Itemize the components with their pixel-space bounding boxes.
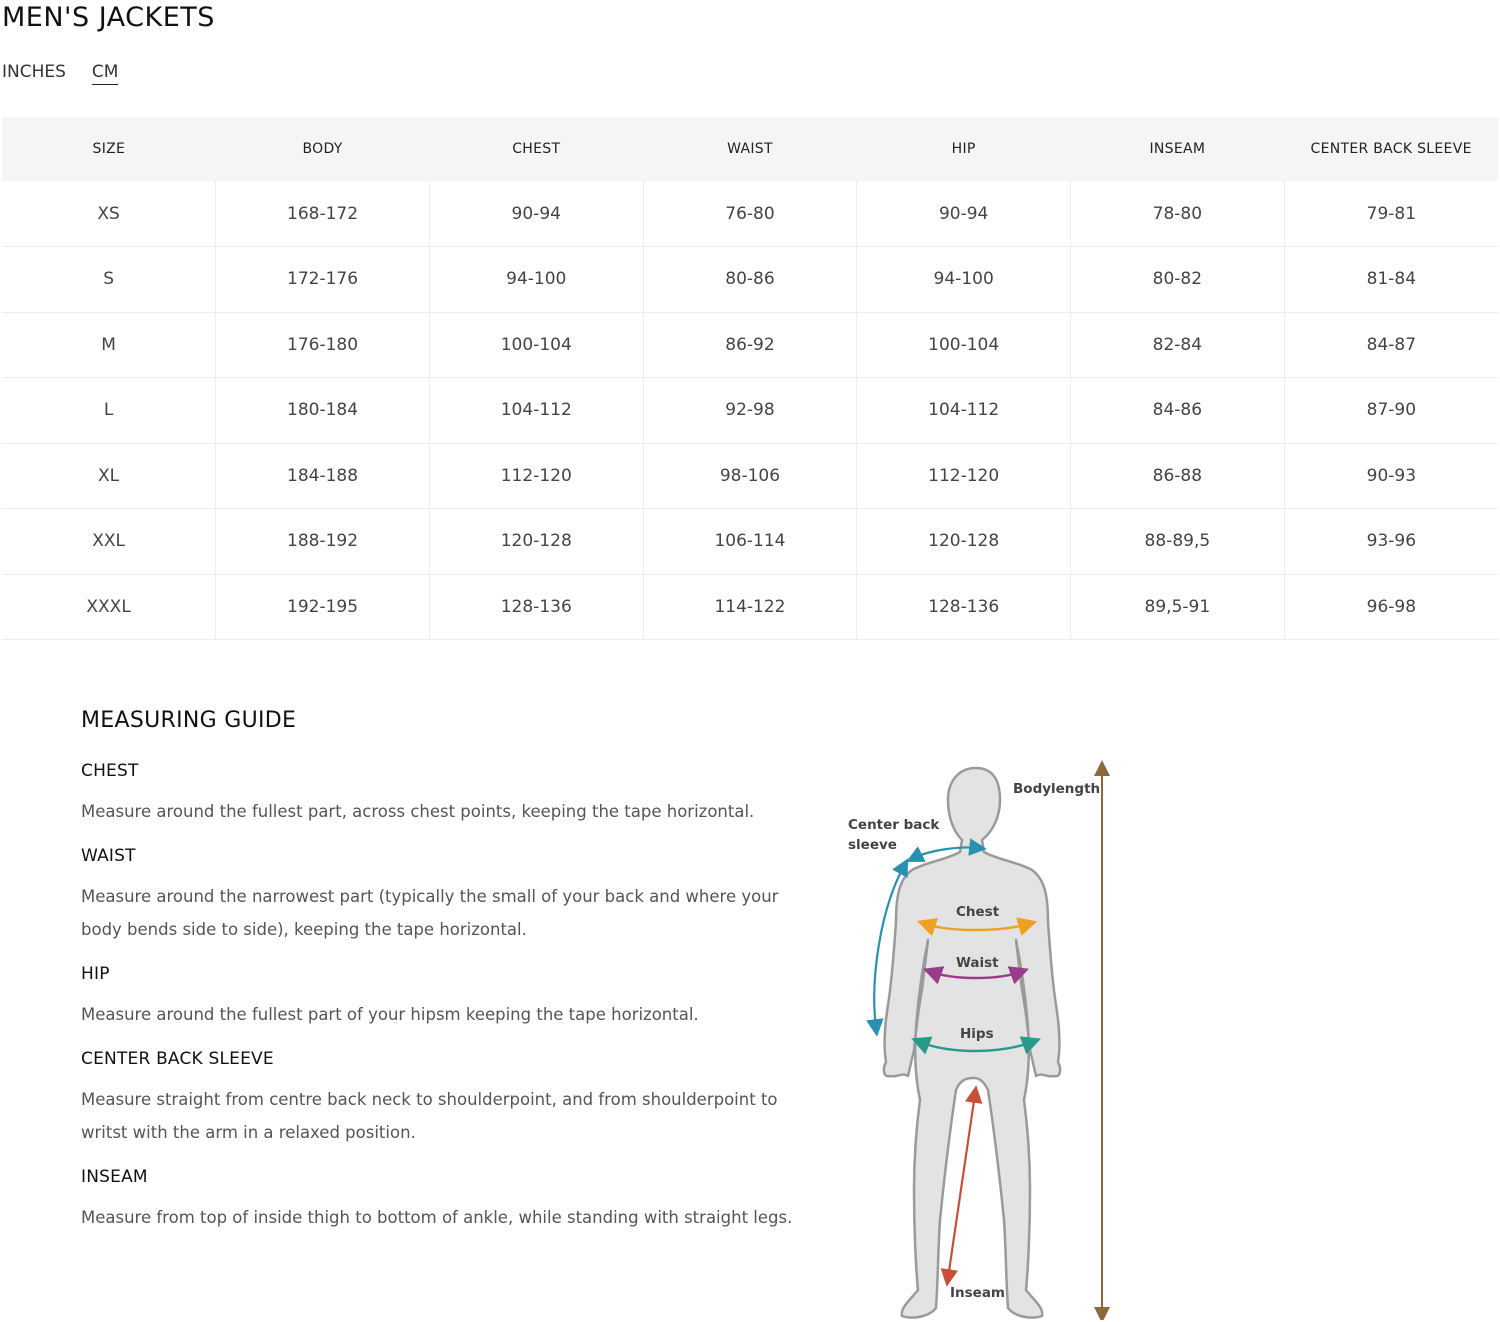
table-cell: 172-176 xyxy=(216,247,430,313)
guide-heading: CENTER BACK SLEEVE xyxy=(81,1049,274,1069)
table-cell: XL xyxy=(2,443,216,509)
table-cell: 90-94 xyxy=(857,181,1071,247)
table-cell: 93-96 xyxy=(1284,509,1498,575)
table-cell: 106-114 xyxy=(643,509,857,575)
waist-label: Waist xyxy=(956,955,999,971)
table-cell: 90-93 xyxy=(1284,443,1498,509)
guide-heading: WAIST xyxy=(81,846,136,866)
table-cell: 128-136 xyxy=(857,574,1071,640)
guide-text: Measure around the fullest part, across chest points, keeping the tape horizontal. xyxy=(81,802,755,821)
table-cell: 128-136 xyxy=(429,574,643,640)
table-cell: 80-86 xyxy=(643,247,857,313)
table-cell: 100-104 xyxy=(857,312,1071,378)
body-silhouette xyxy=(884,768,1060,1318)
table-cell: 92-98 xyxy=(643,378,857,444)
table-row xyxy=(2,312,1498,378)
table-row xyxy=(2,378,1498,444)
header-body: BODY xyxy=(216,117,430,181)
unit-tabs xyxy=(2,62,118,85)
center-back-label-1: Center back xyxy=(848,817,940,833)
table-cell: 120-128 xyxy=(857,509,1071,575)
table-cell: 76-80 xyxy=(643,181,857,247)
guide-title: MEASURING GUIDE xyxy=(81,708,297,733)
guide-heading: CHEST xyxy=(81,761,139,781)
guide-text: Measure straight from centre back neck to shoulderpoint, and from shoulderpoint to writst with the arm in a relaxed position. xyxy=(81,1090,778,1142)
header-center-back-sleeve: CENTER BACK SLEEVE xyxy=(1284,117,1498,181)
measuring-guide xyxy=(81,708,821,1252)
table-cell: 100-104 xyxy=(429,312,643,378)
table-cell: 78-80 xyxy=(1071,181,1285,247)
table-cell: 112-120 xyxy=(857,443,1071,509)
guide-section-inseam xyxy=(81,1167,821,1234)
table-cell: 114-122 xyxy=(643,574,857,640)
table-cell: 90-94 xyxy=(429,181,643,247)
table-cell: 94-100 xyxy=(429,247,643,313)
table-cell: XXXL xyxy=(2,574,216,640)
table-cell: 81-84 xyxy=(1284,247,1498,313)
table-cell: 188-192 xyxy=(216,509,430,575)
table-row xyxy=(2,574,1498,640)
table-cell: L xyxy=(2,378,216,444)
table-cell: M xyxy=(2,312,216,378)
table-row xyxy=(2,443,1498,509)
table-cell: XS xyxy=(2,181,216,247)
unit-tab-inches[interactable]: INCHES xyxy=(2,62,66,82)
guide-text: Measure around the narrowest part (typically the small of your back and where your body bends side to side), keeping the tape horizontal. xyxy=(81,887,779,939)
table-cell: XXL xyxy=(2,509,216,575)
table-cell: S xyxy=(2,247,216,313)
center-back-label-2: sleeve xyxy=(848,837,897,853)
table-cell: 180-184 xyxy=(216,378,430,444)
guide-heading: INSEAM xyxy=(81,1167,148,1187)
table-cell: 96-98 xyxy=(1284,574,1498,640)
header-size: SIZE xyxy=(2,117,216,181)
unit-tab-cm[interactable]: CM xyxy=(92,62,119,85)
header-hip: HIP xyxy=(857,117,1071,181)
page-title: MEN'S JACKETS xyxy=(2,2,215,33)
table-cell: 87-90 xyxy=(1284,378,1498,444)
body-diagram xyxy=(830,760,1130,1320)
table-cell: 94-100 xyxy=(857,247,1071,313)
guide-text: Measure around the fullest part of your hipsm keeping the tape horizontal. xyxy=(81,1005,699,1024)
table-cell: 84-87 xyxy=(1284,312,1498,378)
table-cell: 88-89,5 xyxy=(1071,509,1285,575)
table-cell: 112-120 xyxy=(429,443,643,509)
table-cell: 80-82 xyxy=(1071,247,1285,313)
table-cell: 89,5-91 xyxy=(1071,574,1285,640)
bodylength-label: Bodylength xyxy=(1013,781,1101,797)
table-cell: 98-106 xyxy=(643,443,857,509)
table-row xyxy=(2,247,1498,313)
header-inseam: INSEAM xyxy=(1071,117,1285,181)
table-cell: 79-81 xyxy=(1284,181,1498,247)
table-cell: 84-86 xyxy=(1071,378,1285,444)
header-chest: CHEST xyxy=(429,117,643,181)
table-cell: 104-112 xyxy=(429,378,643,444)
table-cell: 82-84 xyxy=(1071,312,1285,378)
guide-section-center-back-sleeve xyxy=(81,1049,821,1149)
inseam-label: Inseam xyxy=(950,1285,1006,1301)
hips-label: Hips xyxy=(960,1026,994,1042)
guide-section-waist xyxy=(81,846,821,946)
table-row xyxy=(2,509,1498,575)
table-cell: 184-188 xyxy=(216,443,430,509)
header-waist: WAIST xyxy=(643,117,857,181)
guide-heading: HIP xyxy=(81,964,110,984)
table-row xyxy=(2,181,1498,247)
table-cell: 176-180 xyxy=(216,312,430,378)
table-cell: 168-172 xyxy=(216,181,430,247)
table-cell: 192-195 xyxy=(216,574,430,640)
table-cell: 120-128 xyxy=(429,509,643,575)
table-header-row xyxy=(2,117,1498,181)
guide-text: Measure from top of inside thigh to bottom of ankle, while standing with straight legs. xyxy=(81,1208,793,1227)
table-cell: 104-112 xyxy=(857,378,1071,444)
guide-section-hip xyxy=(81,964,821,1031)
chest-label: Chest xyxy=(956,904,1000,920)
table-cell: 86-92 xyxy=(643,312,857,378)
body-diagram-svg xyxy=(830,760,1130,1320)
table-cell: 86-88 xyxy=(1071,443,1285,509)
size-table xyxy=(2,117,1498,640)
guide-section-chest xyxy=(81,761,821,828)
